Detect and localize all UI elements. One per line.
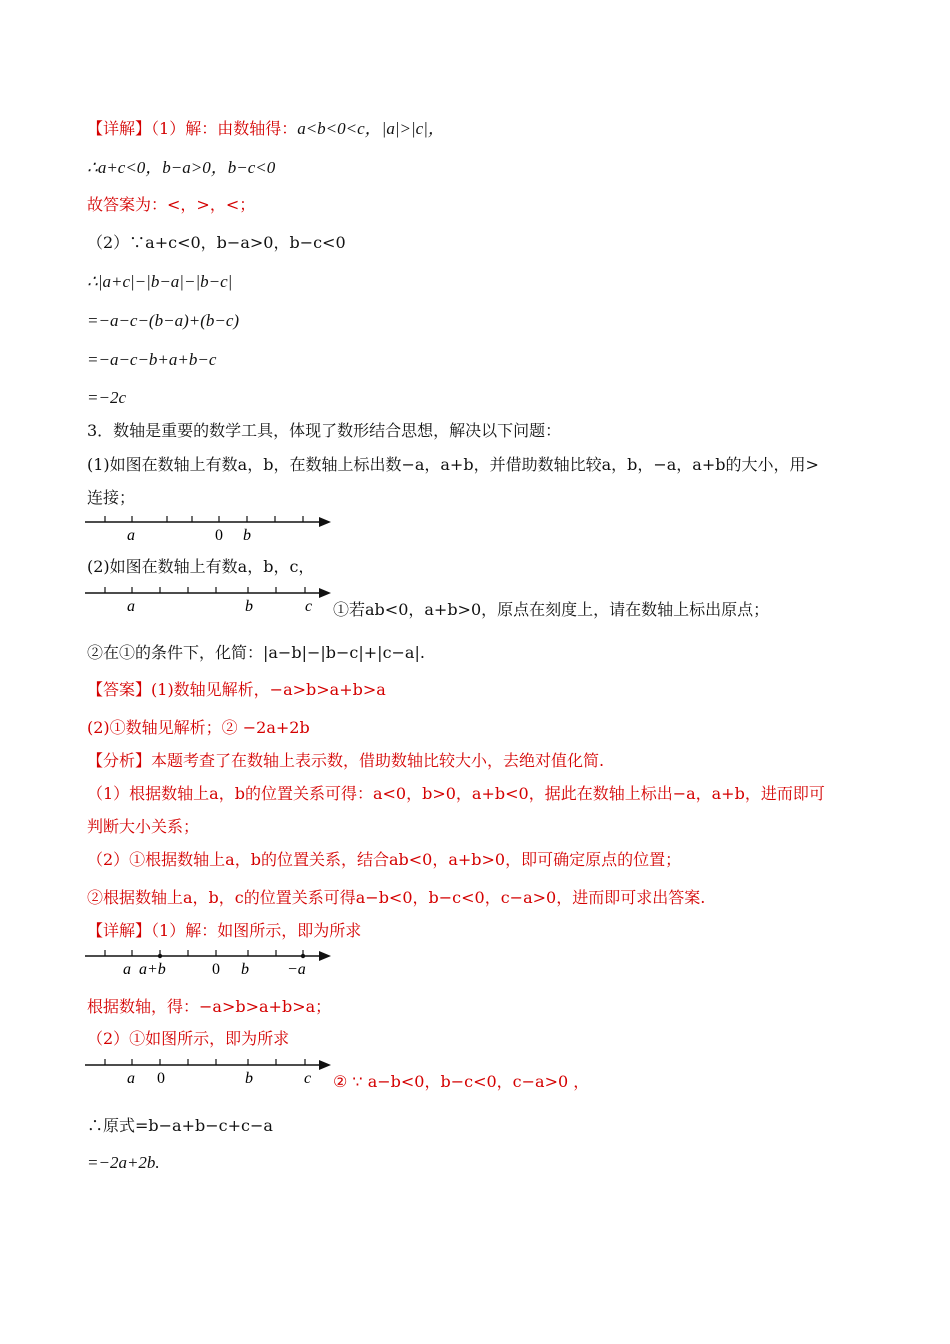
answer-tag: 【答案】 xyxy=(87,680,152,699)
analysis-1a: （1）根据数轴上a，b的位置关系可得：a<0，b>0，a+b<0，据此在数轴上标出−a，a+b，进而即可 xyxy=(87,784,825,803)
nl3-label-a: a xyxy=(123,961,131,978)
part2-result: =−2c xyxy=(87,388,126,407)
answer-line: 故答案为：<，>，<； xyxy=(87,195,256,214)
nl3-label-apb: a+b xyxy=(139,961,166,978)
detail-2-line xyxy=(87,920,361,942)
analysis-line xyxy=(87,750,604,772)
detail-2-part2: （2）①如图所示，即为所求 xyxy=(87,1029,290,1048)
detail-math: a<b<0<c，|a|>|c|， xyxy=(297,119,445,138)
nl1-label-0: 0 xyxy=(215,527,223,544)
detail-2-text: （1）解：如图所示，即为所求 xyxy=(151,921,362,940)
nl4-label-0: 0 xyxy=(157,1070,165,1087)
detail-2-part2-b: ② ∵ a−b<0，b−c<0，c−a>0 ， xyxy=(333,1072,590,1091)
q3-part1-line1: (1)如图在数轴上有数a，b，在数轴上标出数−a，a+b，并借助数轴比较a，b，−a，a+b的大小，用> xyxy=(87,455,819,474)
q3-part2-cond: ①若ab<0，a+b>0，原点在刻度上，请在数轴上标出原点； xyxy=(333,600,770,619)
number-line-2 xyxy=(85,583,335,627)
detail-text: （1）解：由数轴得： xyxy=(151,119,298,138)
q3-part1-line2: 连接； xyxy=(87,488,136,507)
therefore-line: ∴a+c<0，b−a>0，b−c<0 xyxy=(87,158,276,177)
nl3-label-nega: −a xyxy=(287,961,306,978)
detail-2-result: 根据数轴，得：−a>b>a+b>a； xyxy=(87,997,332,1016)
nl4-label-b: b xyxy=(245,1070,253,1087)
analysis-2: （2）①根据数轴上a，b的位置关系，结合ab<0，a+b>0，即可确定原点的位置； xyxy=(87,850,682,869)
analysis-tag: 【分析】 xyxy=(87,751,152,770)
question-3: 3．数轴是重要的数学工具，体现了数形结合思想，解决以下问题： xyxy=(87,421,562,440)
answer-line-1 xyxy=(87,679,386,701)
part2-step1: =−a−c−(b−a)+(b−c) xyxy=(87,311,240,330)
detail-2-tag: 【详解】 xyxy=(87,921,152,940)
detail-line-1 xyxy=(87,118,445,140)
q3-part2: (2)如图在数轴上有数a，b，c， xyxy=(87,557,315,576)
number-line-4 xyxy=(85,1055,335,1099)
answer-line-2: (2)①数轴见解析；② −2a+2b xyxy=(87,718,310,737)
part2-condition: （2）∵a+c<0，b−a>0，b−c<0 xyxy=(87,233,346,252)
detail-2-final: =−2a+2b. xyxy=(87,1153,160,1172)
detail-tag: 【详解】 xyxy=(87,119,152,138)
nl2-label-b: b xyxy=(245,598,253,615)
nl1-label-b: b xyxy=(243,527,251,544)
nl2-label-c: c xyxy=(305,598,313,615)
nl1-label-a: a xyxy=(127,527,135,544)
nl3-label-b: b xyxy=(241,961,249,978)
nl4-label-a: a xyxy=(127,1070,135,1087)
answer-text-1: (1)数轴见解析，−a>b>a+b>a xyxy=(151,680,386,699)
part2-expr: ∴|a+c|−|b−a|−|b−c| xyxy=(87,272,233,291)
nl4-label-c: c xyxy=(304,1070,312,1087)
nl2-label-a: a xyxy=(127,598,135,615)
nl3-label-0: 0 xyxy=(212,961,220,978)
detail-2-original: ∴原式=b−a+b−c+c−a xyxy=(87,1116,273,1135)
analysis-1b: 判断大小关系； xyxy=(87,817,200,836)
analysis-3: ②根据数轴上a，b，c的位置关系可得a−b<0，b−c<0，c−a>0，进而即可求出答案. xyxy=(87,888,706,907)
q3-part2-simplify: ②在①的条件下，化简：|a−b|−|b−c|+|c−a|. xyxy=(87,643,425,662)
part2-step2: =−a−c−b+a+b−c xyxy=(87,350,217,369)
number-line-1 xyxy=(85,510,345,554)
analysis-text: 本题考查了在数轴上表示数，借助数轴比较大小，去绝对值化简. xyxy=(151,751,605,770)
number-line-3 xyxy=(85,946,335,990)
